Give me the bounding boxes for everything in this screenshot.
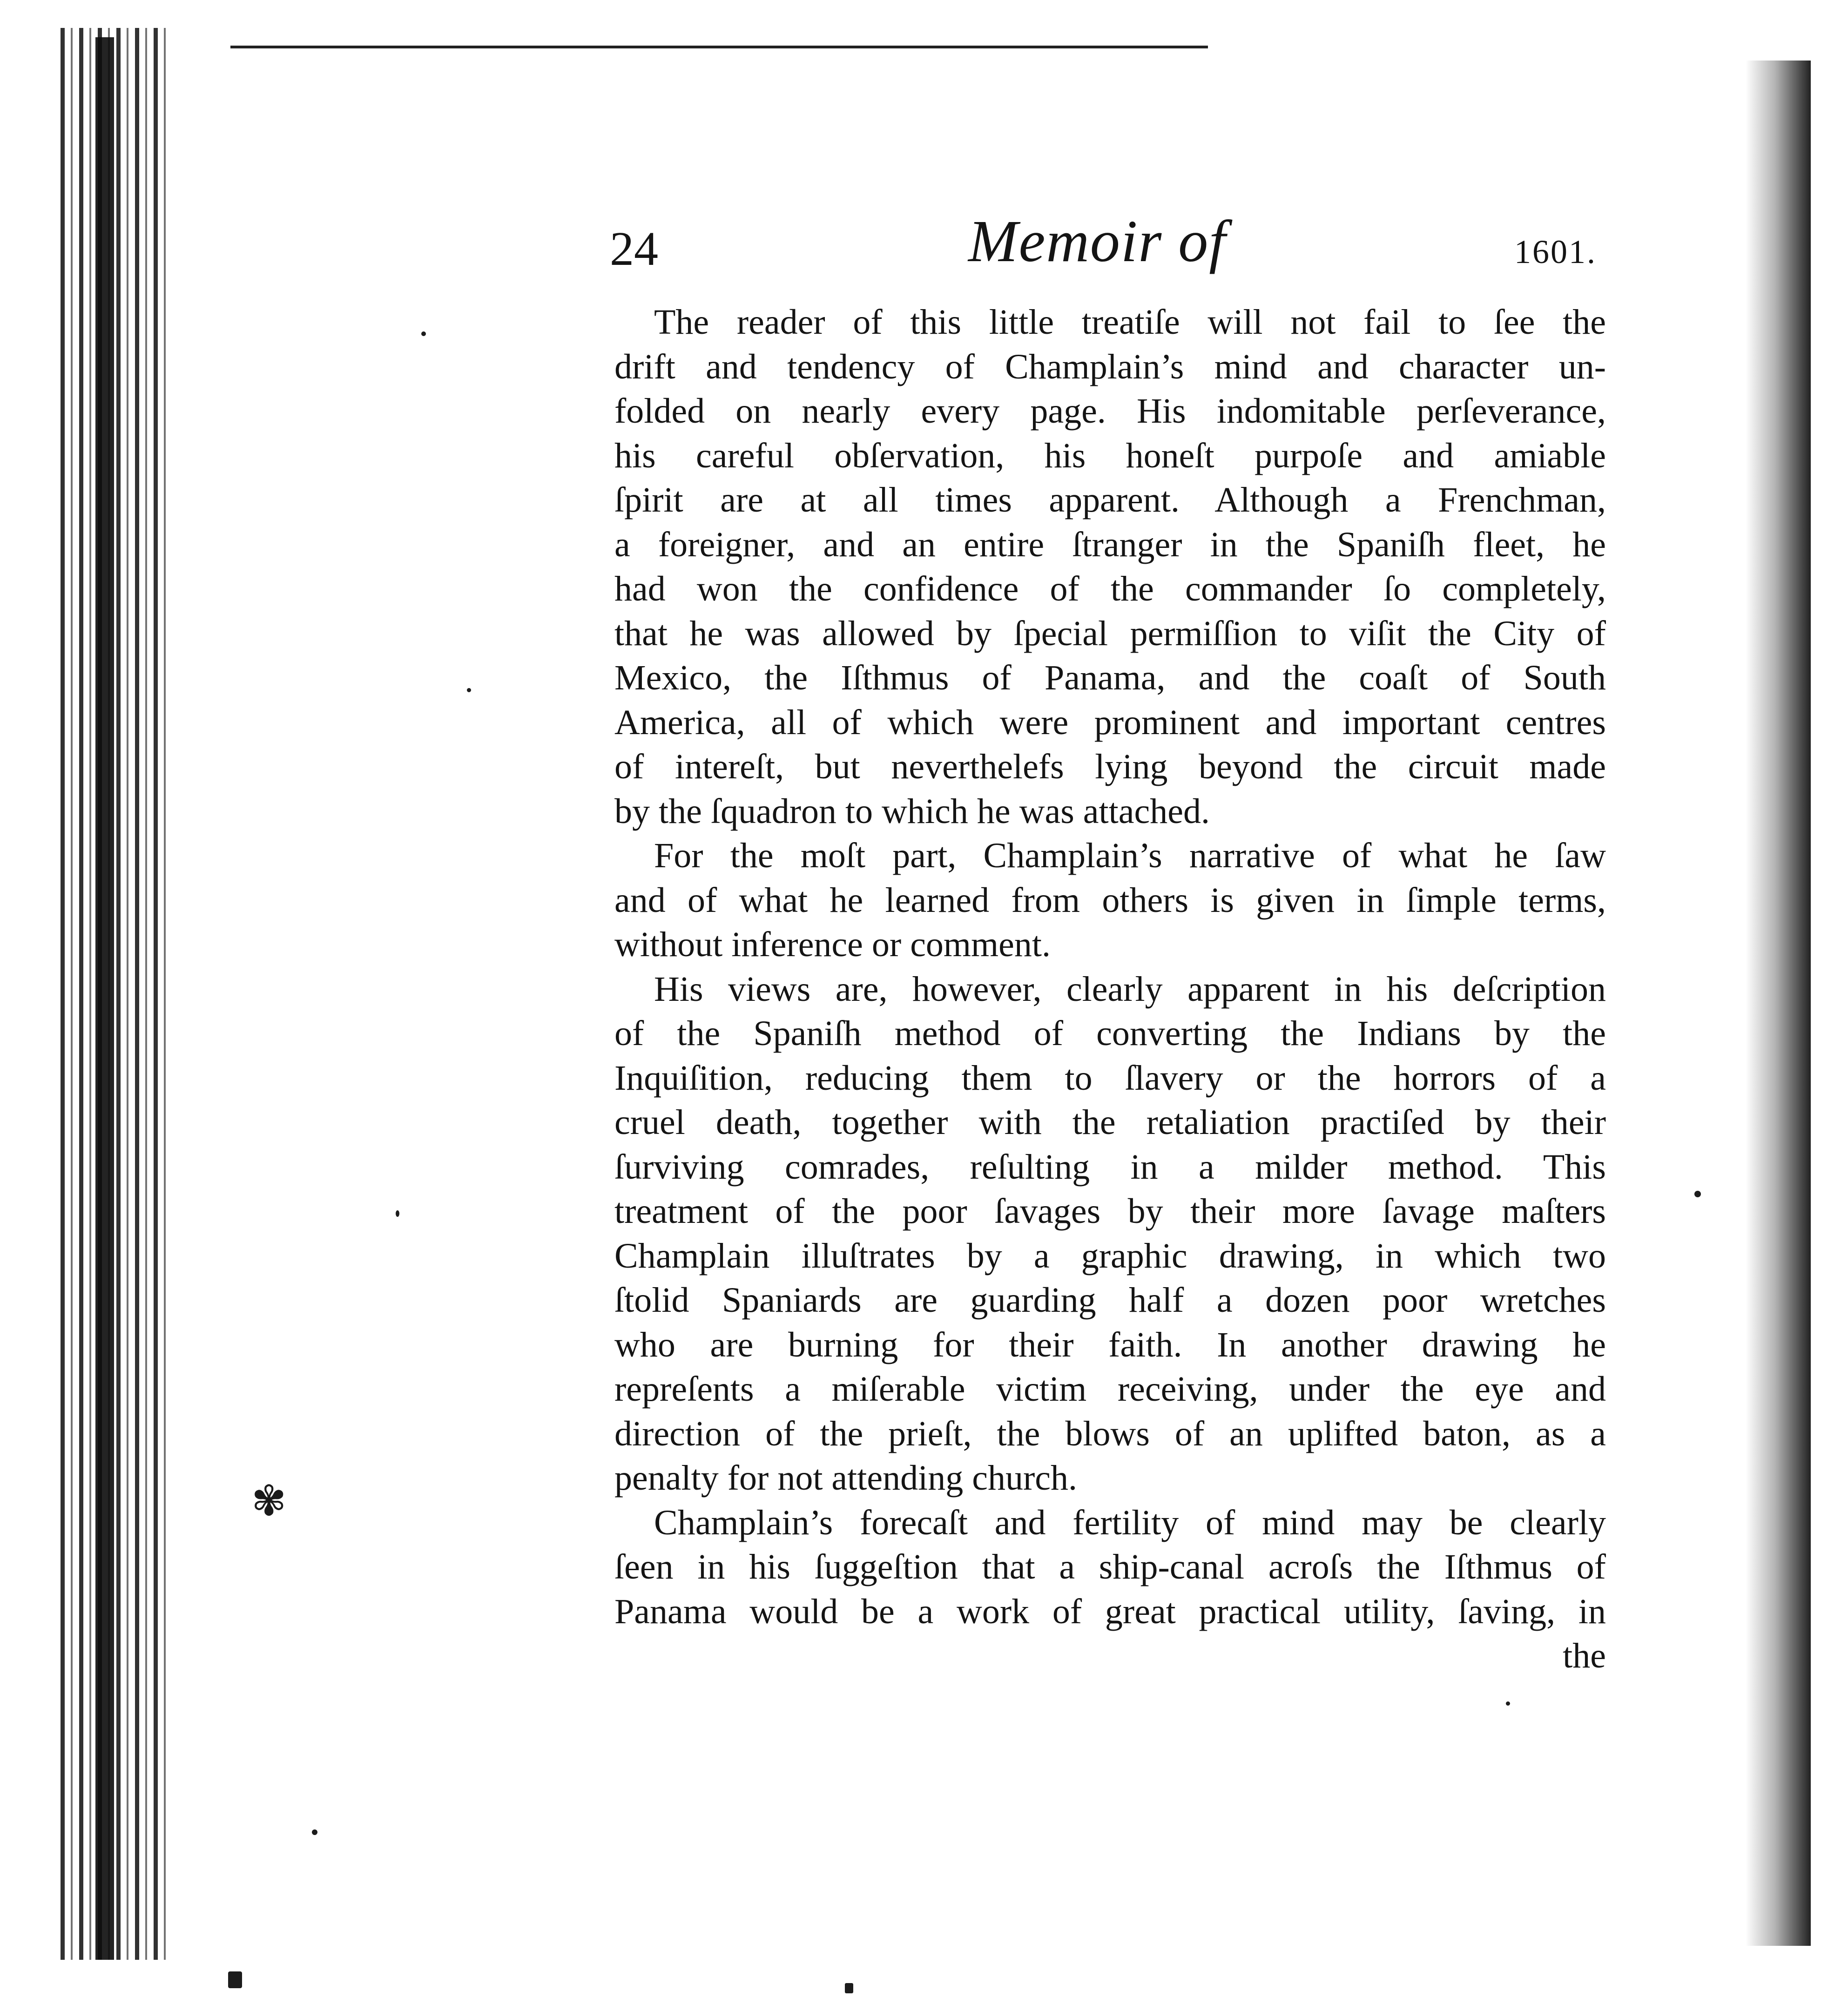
text-line: and of what he learned from others is given in ſimple terms, [614, 880, 1606, 920]
text-line: cruel death, together with the retaliation practiſed by their [614, 1103, 1606, 1142]
dust-speck [228, 1971, 242, 1988]
text-line: His views are, however, clearly apparent in his deſcription [654, 969, 1606, 1009]
text-line: repreſents a miſerable victim receiving, under the eye and [614, 1370, 1606, 1409]
text-line: direction of the prieſt, the blows of an uplifted baton, as a [614, 1414, 1606, 1453]
text-line: ſtolid Spaniards are guarding half a dozen poor wretches [614, 1281, 1606, 1320]
text-line: The reader of this little treatiſe will not fail to ſee the [654, 303, 1606, 342]
text-line: penalty for not attending church. [614, 1458, 1078, 1498]
text-line: Panama would be a work of great practical utility, ſaving, in [614, 1592, 1606, 1631]
paragraph [614, 967, 1606, 1501]
paragraph [614, 834, 1606, 967]
text-line: by the ſquadron to which he was attached. [614, 791, 1210, 831]
text-line: Inquiſition, reducing them to ſlavery or the horrors of a [614, 1058, 1606, 1098]
text-line: treatment of the poor ſavages by their more ſavage maſters [614, 1192, 1606, 1231]
paragraph [614, 300, 1606, 834]
page-number: 24 [610, 222, 658, 276]
text-line: drift and tendency of Champlain’s mind and character un- [614, 347, 1606, 386]
text-line: of intereſt, but neverthelefs lying beyond the circuit made [614, 747, 1606, 786]
dust-speck [1694, 1191, 1701, 1197]
text-line: that he was allowed by ſpecial permiſſion to viſit the City of [614, 614, 1606, 653]
text-line: a foreigner, and an entire ſtranger in the Spaniſh fleet, he [614, 525, 1606, 564]
text-line: America, all of which were prominent and important centres [614, 702, 1606, 742]
page-header [610, 207, 1606, 296]
text-line: ſeen in his ſuggeſtion that a ship-canal acroſs the Iſthmus of [614, 1547, 1606, 1586]
text-line: without inference or comment. [614, 925, 1051, 964]
dust-speck [312, 1829, 317, 1835]
text-line: ſurviving comrades, reſulting in a milder method. This [614, 1147, 1606, 1187]
text-line: Champlain illuſtrates by a graphic drawing, in which two [614, 1236, 1606, 1275]
dust-speck [467, 688, 471, 692]
catchword: the [1563, 1636, 1606, 1675]
left-binding-shadow [95, 37, 114, 1960]
ornament-icon: ✾ [251, 1477, 287, 1525]
text-line: who are burning for their faith. In another drawing he [614, 1325, 1606, 1364]
year-label: 1601. [1514, 233, 1597, 270]
running-title: Memoir of [968, 208, 1227, 274]
text-line: For the moſt part, Champlain’s narrative of what he ſaw [654, 836, 1606, 875]
text-line: his careful obſervation, his honeſt purpoſe and amiable [614, 436, 1606, 475]
top-rule [230, 46, 1208, 48]
text-line: of the Spaniſh method of converting the Indians by the [614, 1014, 1606, 1053]
paragraph [614, 1501, 1606, 1634]
text-line: folded on nearly every page. His indomitable perſeverance, [614, 391, 1606, 431]
text-line: ſpirit are at all times apparent. Although a Frenchman, [614, 480, 1606, 520]
left-binding-edge [61, 28, 168, 1960]
text-line: Mexico, the Iſthmus of Panama, and the coaſt of South [614, 658, 1606, 697]
text-line: Champlain’s forecaſt and fertility of mind may be clearly [654, 1503, 1606, 1542]
dust-speck [1506, 1701, 1510, 1706]
body-text [614, 300, 1606, 1679]
text-line: had won the confidence of the commander ſo completely, [614, 569, 1606, 608]
dust-speck [845, 1983, 853, 1993]
dust-speck [421, 331, 426, 336]
right-binding-edge [1746, 61, 1811, 1946]
dust-speck [396, 1210, 399, 1217]
